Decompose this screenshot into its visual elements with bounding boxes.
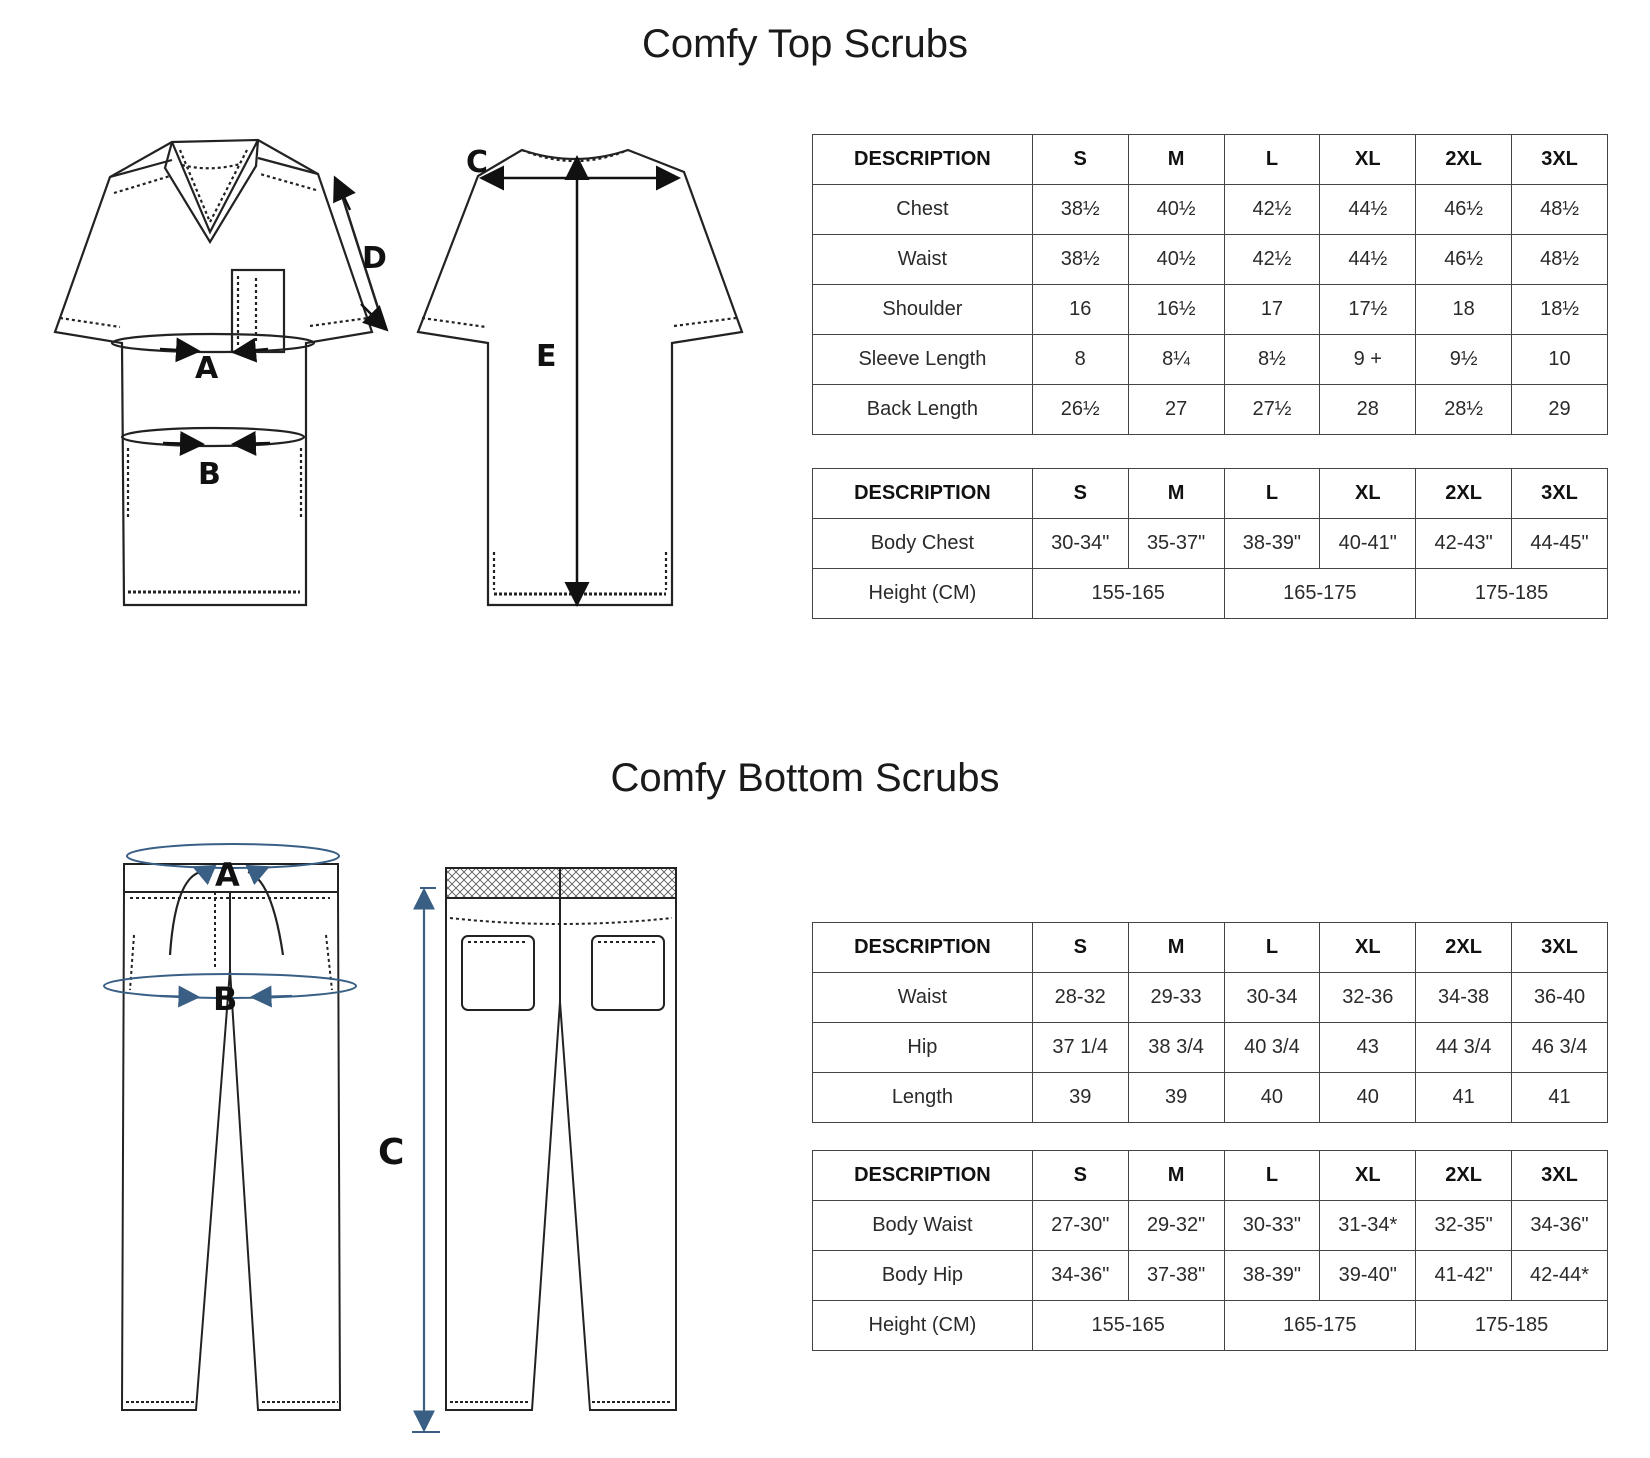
table-cell: 8 [1032,335,1128,385]
table-cell: 35-37" [1128,519,1224,569]
table-cell: 38½ [1032,185,1128,235]
row-label: Back Length [813,385,1033,435]
table-cell: 34-36" [1032,1251,1128,1301]
table-cell: 44-45" [1512,519,1608,569]
table-cell: 18½ [1512,285,1608,335]
table-cell: 34-36" [1512,1201,1608,1251]
table-cell: 48½ [1512,185,1608,235]
table-row [813,1301,1608,1351]
table-cell: 9½ [1416,335,1512,385]
top-label-e: E [536,339,557,374]
table-row [813,235,1608,285]
table-cell: 31-34* [1320,1201,1416,1251]
top-label-a: A [195,351,219,386]
table-cell: 17 [1224,285,1320,335]
table-row [813,185,1608,235]
table-cell: 30-34" [1032,519,1128,569]
table-cell: 38-39" [1224,519,1320,569]
header-cell: 3XL [1512,469,1608,519]
table-cell: 155-165 [1032,569,1224,619]
header-cell: S [1032,135,1128,185]
table-cell: 28-32 [1032,973,1128,1023]
bottom-body-size-table [812,1150,1608,1351]
table-cell: 39-40" [1320,1251,1416,1301]
table-cell: 8¼ [1128,335,1224,385]
header-cell: M [1128,1151,1224,1201]
table-row [813,1201,1608,1251]
table-cell: 40-41" [1320,519,1416,569]
header-cell: XL [1320,469,1416,519]
row-label: Waist [813,235,1033,285]
table-cell: 42½ [1224,185,1320,235]
table-cell: 17½ [1320,285,1416,335]
table-cell: 42-44* [1512,1251,1608,1301]
table-row [813,1251,1608,1301]
table-cell: 9 + [1320,335,1416,385]
header-cell: DESCRIPTION [813,135,1033,185]
row-label: Length [813,1073,1033,1123]
table-cell: 40 [1320,1073,1416,1123]
top-label-b: B [198,457,221,492]
table-row [813,973,1608,1023]
bottom-label-b: B [213,980,238,1018]
table-cell: 28 [1320,385,1416,435]
header-cell: 2XL [1416,135,1512,185]
table-cell: 27-30" [1032,1201,1128,1251]
row-label: Sleeve Length [813,335,1033,385]
table-cell: 26½ [1032,385,1128,435]
bottom-label-a: A [215,856,240,894]
table-cell: 29-33 [1128,973,1224,1023]
header-cell: DESCRIPTION [813,923,1033,973]
table-cell: 38-39" [1224,1251,1320,1301]
bottom-label-c: C [378,1132,405,1173]
table-row [813,385,1608,435]
table-cell: 10 [1512,335,1608,385]
table-cell: 39 [1032,1073,1128,1123]
table-cell: 38 3/4 [1128,1023,1224,1073]
header-cell: XL [1320,135,1416,185]
header-cell: S [1032,923,1128,973]
top-label-c: C [466,145,489,180]
header-cell: XL [1320,923,1416,973]
row-label: Body Waist [813,1201,1033,1251]
table-cell: 42-43" [1416,519,1512,569]
header-cell: L [1224,923,1320,973]
table-cell: 8½ [1224,335,1320,385]
table-cell: 16½ [1128,285,1224,335]
header-cell: 3XL [1512,923,1608,973]
table-header-row [813,923,1608,973]
top-back-illustration [418,150,742,605]
table-cell: 48½ [1512,235,1608,285]
table-cell: 44½ [1320,185,1416,235]
table-cell: 43 [1320,1023,1416,1073]
header-cell: XL [1320,1151,1416,1201]
table-cell: 30-34 [1224,973,1320,1023]
top-body-size-table [812,468,1608,619]
header-cell: L [1224,469,1320,519]
row-label: Chest [813,185,1033,235]
top-section-title: Comfy Top Scrubs [641,22,969,66]
table-cell: 44½ [1320,235,1416,285]
table-cell: 28½ [1416,385,1512,435]
table-row [813,285,1608,335]
row-label: Hip [813,1023,1033,1073]
header-cell: M [1128,923,1224,973]
table-cell: 175-185 [1416,1301,1608,1351]
table-cell: 34-38 [1416,973,1512,1023]
header-cell: 2XL [1416,923,1512,973]
row-label: Waist [813,973,1033,1023]
table-cell: 27 [1128,385,1224,435]
bottom-back-illustration [446,868,676,1410]
table-cell: 36-40 [1512,973,1608,1023]
table-header-row [813,1151,1608,1201]
header-cell: 3XL [1512,1151,1608,1201]
scrubs-measurement-diagrams [0,0,760,1458]
row-label: Height (CM) [813,1301,1033,1351]
table-cell: 41-42" [1416,1251,1512,1301]
table-cell: 41 [1512,1073,1608,1123]
table-row [813,335,1608,385]
header-cell: M [1128,469,1224,519]
table-cell: 46½ [1416,185,1512,235]
top-label-d: D [362,241,387,276]
table-header-row [813,469,1608,519]
table-cell: 37 1/4 [1032,1023,1128,1073]
top-front-illustration [55,140,385,605]
table-cell: 38½ [1032,235,1128,285]
table-cell: 42½ [1224,235,1320,285]
bottom-garment-size-table [812,922,1608,1123]
table-cell: 40½ [1128,235,1224,285]
header-cell: L [1224,135,1320,185]
row-label: Body Hip [813,1251,1033,1301]
table-cell: 39 [1128,1073,1224,1123]
header-cell: DESCRIPTION [813,1151,1033,1201]
table-cell: 16 [1032,285,1128,335]
header-cell: 3XL [1512,135,1608,185]
table-cell: 29 [1512,385,1608,435]
table-cell: 29-32" [1128,1201,1224,1251]
table-cell: 40 3/4 [1224,1023,1320,1073]
table-cell: 32-35" [1416,1201,1512,1251]
header-cell: 2XL [1416,469,1512,519]
table-row [813,569,1608,619]
header-cell: M [1128,135,1224,185]
table-cell: 165-175 [1224,1301,1416,1351]
table-cell: 32-36 [1320,973,1416,1023]
row-label: Height (CM) [813,569,1033,619]
table-cell: 46½ [1416,235,1512,285]
table-header-row [813,135,1608,185]
table-row [813,1073,1608,1123]
header-cell: S [1032,469,1128,519]
row-label: Body Chest [813,519,1033,569]
header-cell: DESCRIPTION [813,469,1033,519]
header-cell: 2XL [1416,1151,1512,1201]
table-cell: 41 [1416,1073,1512,1123]
table-cell: 30-33" [1224,1201,1320,1251]
table-cell: 175-185 [1416,569,1608,619]
bottom-front-illustration [104,844,356,1410]
table-cell: 40½ [1128,185,1224,235]
table-cell: 37-38" [1128,1251,1224,1301]
table-cell: 40 [1224,1073,1320,1123]
table-row [813,1023,1608,1073]
table-cell: 44 3/4 [1416,1023,1512,1073]
header-cell: S [1032,1151,1128,1201]
table-cell: 27½ [1224,385,1320,435]
table-cell: 155-165 [1032,1301,1224,1351]
header-cell: L [1224,1151,1320,1201]
table-row [813,519,1608,569]
row-label: Shoulder [813,285,1033,335]
table-cell: 46 3/4 [1512,1023,1608,1073]
table-cell: 165-175 [1224,569,1416,619]
bottom-section-title: Comfy Bottom Scrubs [610,756,1000,800]
table-cell: 18 [1416,285,1512,335]
top-garment-size-table [812,134,1608,435]
